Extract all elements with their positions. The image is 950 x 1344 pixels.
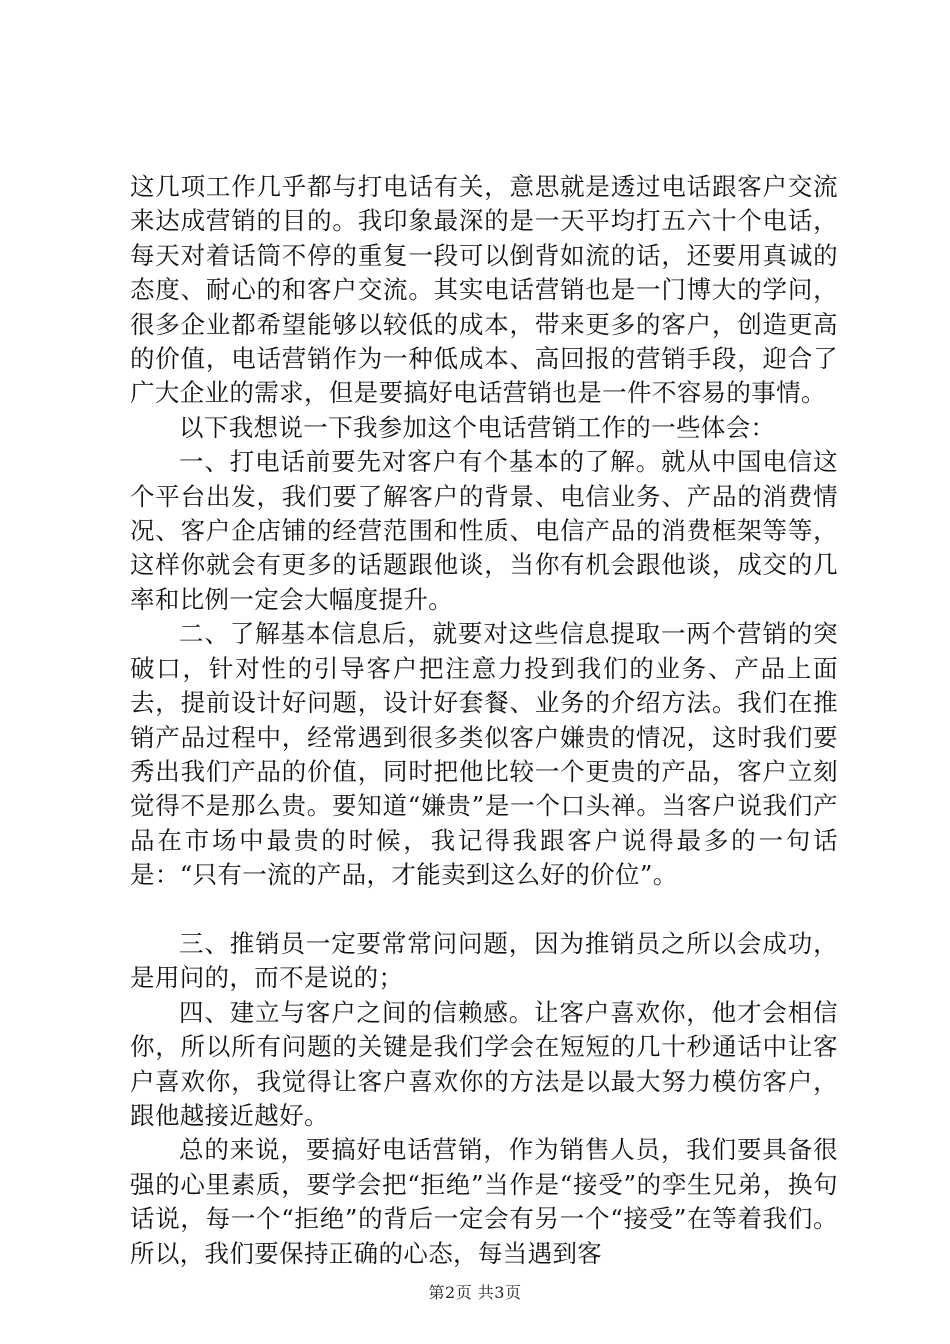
- paragraph-experience-lead: 以下我想说一下我参加这个电话营销工作的一些体会：: [179, 412, 776, 442]
- page-number-footer: 第2页 共3页: [428, 1283, 522, 1302]
- paragraph-point-one: 一、打电话前要先对客户有个基本的了解。就从中国电信这个平台出发，我们要了解客户的背景、电信业务、产品的消费情况、客户企店铺的经营范围和性质、电信产品的消费框架等等，这样你就会有更多的话题跟他谈，当你有机会跟他谈，成交的几率和比例一定会大幅度提升。: [130, 447, 838, 614]
- paragraph-point-four: 四、建立与客户之间的信赖感。让客户喜欢你，他才会相信你，所以所有问题的关键是我们学会在短短的几十秒通话中让客户喜欢你，我觉得让客户喜欢你的方法是以最大努力模仿客户，跟他越接近越好。: [130, 997, 838, 1130]
- document-body: [130, 170, 838, 1271]
- paragraph-point-three: 三、推销员一定要常常问问题，因为推销员之所以会成功，是用问的，而不是说的；: [130, 928, 838, 993]
- paragraph-summary: 总的来说，要搞好电话营销，作为销售人员，我们要具备很强的心里素质，要学会把“拒绝”当作是“接受”的孪生兄弟，换句话说，每一个“拒绝”的背后一定会有另一个“接受”在等着我们。所以，我们要保持正确的心态，每当遇到客: [130, 1135, 838, 1268]
- paragraph-point-two: 二、了解基本信息后，就要对这些信息提取一两个营销的突破口，针对性的引导客户把注意力投到我们的业务、产品上面去，提前设计好问题，设计好套餐、业务的介绍方法。我们在推销产品过程中，经常遇到很多类似客户嫌贵的情况，这时我们要秀出我们产品的价值，同时把他比较一个更贵的产品，客户立刻觉得不是那么贵。要知道“嫌贵”是一个口头禅。当客户说我们产品在市场中最贵的时候，我记得我跟客户说得最多的一句话是：“只有一流的产品，才能卖到这么好的价位”。: [130, 619, 838, 890]
- paragraph-intro: 这几项工作几乎都与打电话有关，意思就是透过电话跟客户交流来达成营销的目的。我印象最深的是一天平均打五六十个电话，每天对着话筒不停的重复一段可以倒背如流的话，还要用真诚的态度、耐心的和客户交流。其实电话营销也是一门博大的学问，很多企业都希望能够以较低的成本，带来更多的客户，创造更高的价值，电话营销作为一种低成本、高回报的营销手段，迎合了广大企业的需求，但是要搞好电话营销也是一件不容易的事情。: [130, 172, 838, 408]
- paragraph-gap: [130, 893, 838, 927]
